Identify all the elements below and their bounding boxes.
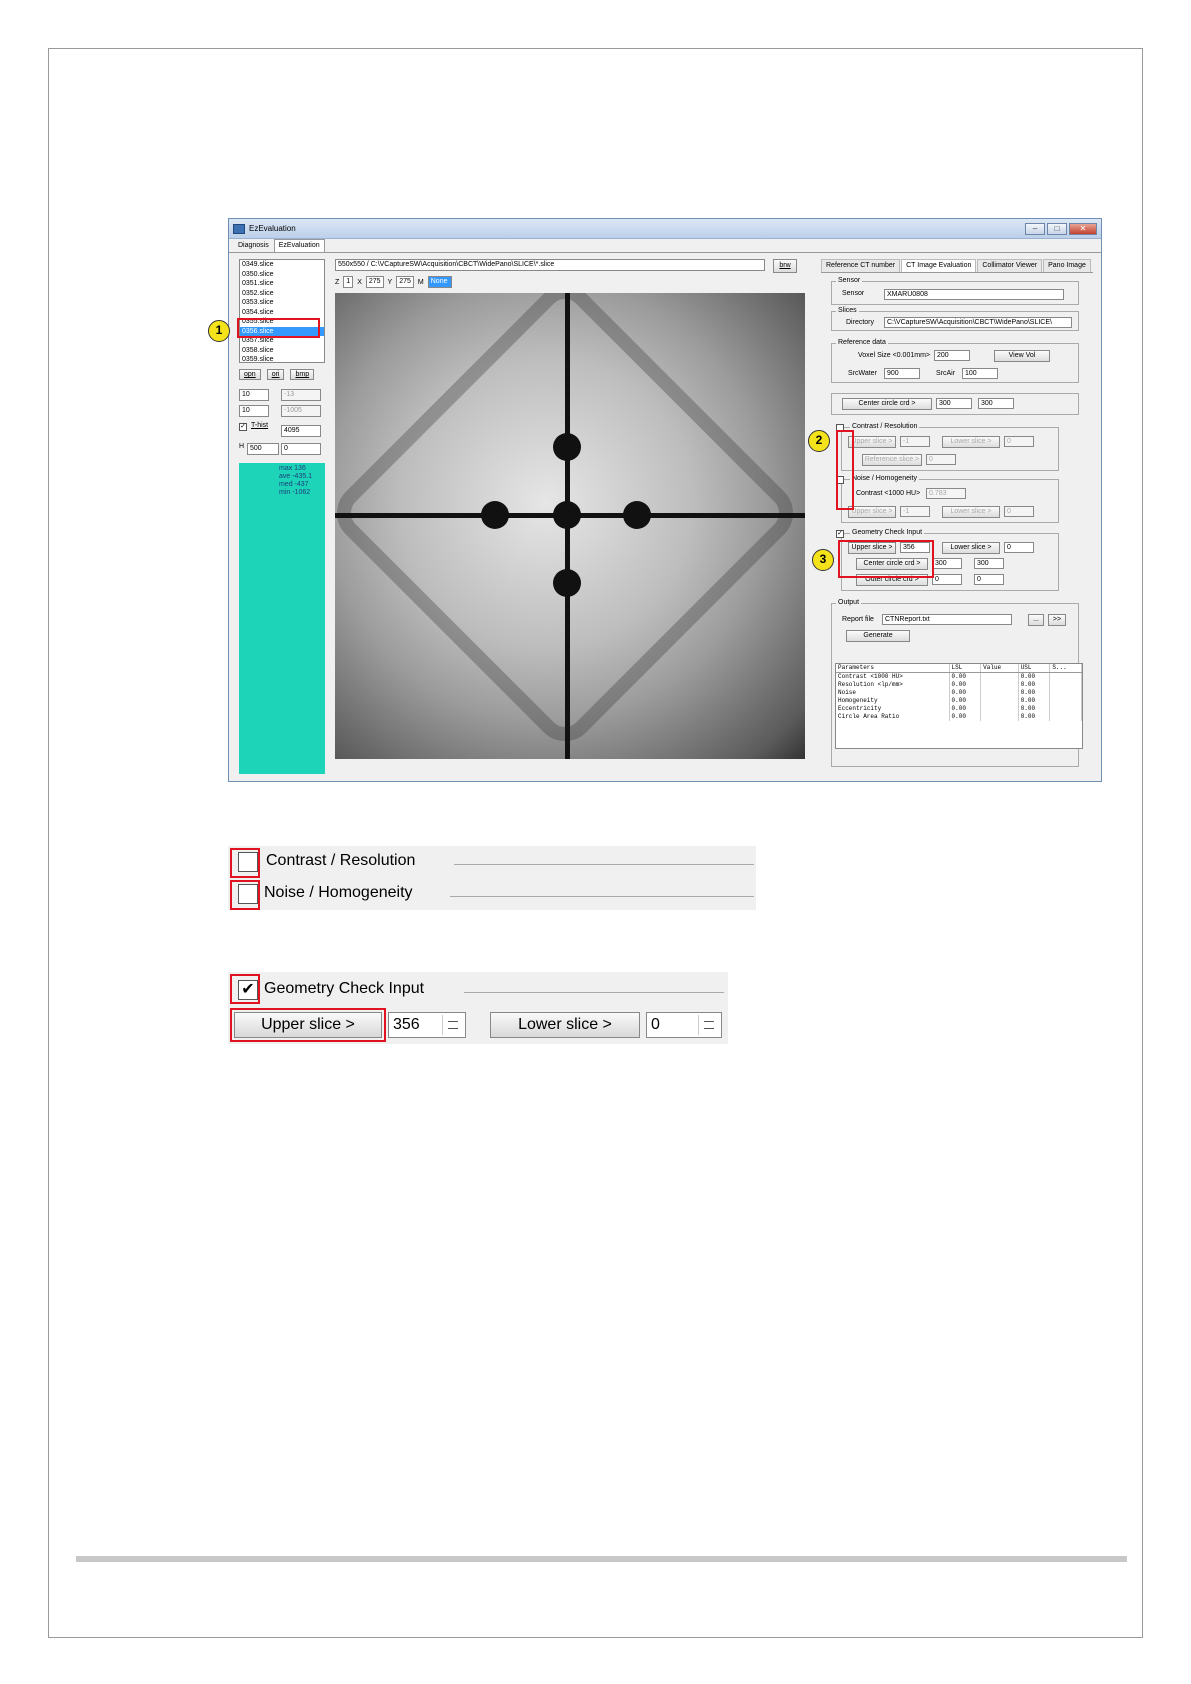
highlight-box-upper-zoom xyxy=(230,1008,386,1042)
x-label: X xyxy=(357,278,362,286)
window-spin-2b: -1005 xyxy=(281,405,321,417)
output-group-title: Output xyxy=(838,599,860,606)
thist-checkbox[interactable]: ✓ xyxy=(240,423,246,430)
geo-lower-slice-field[interactable]: 0 xyxy=(1004,542,1034,553)
geo-lower-slice-button[interactable]: Lower slice > xyxy=(942,542,1000,554)
group-divider xyxy=(454,864,754,865)
voxel-label: Voxel Size <0.001mm> xyxy=(858,352,930,359)
lower-slice-button-disabled[interactable]: Lower slice > xyxy=(942,436,1000,448)
z-label: Z xyxy=(335,278,340,286)
browse-button[interactable]: brw xyxy=(773,259,797,273)
highlight-box-1 xyxy=(237,318,320,338)
h2-spin[interactable]: 0 xyxy=(281,443,321,455)
list-item[interactable]: 0350.slice xyxy=(242,270,274,278)
bmp-button[interactable]: bmp xyxy=(290,369,314,380)
highlight-box-geometry-zoom xyxy=(230,974,260,1004)
col-usl: USL xyxy=(1018,664,1050,673)
noise-homogeneity-group xyxy=(841,475,1059,523)
col-parameters: Parameters xyxy=(836,664,949,673)
noise-lower-slice-button[interactable]: Lower slice > xyxy=(942,506,1000,518)
y-spin[interactable]: 275 xyxy=(396,276,414,288)
voxel-field[interactable]: 200 xyxy=(934,350,970,361)
stat-max: max 136 xyxy=(279,465,306,472)
highlight-box-2 xyxy=(836,430,854,510)
col-lsl: LSL xyxy=(949,664,981,673)
marker-dot xyxy=(553,433,581,461)
upper-slice-button-zoom[interactable]: Upper slice > xyxy=(234,1012,382,1038)
list-item[interactable]: 0353.slice xyxy=(242,299,274,306)
reference-slice-button[interactable]: Reference slice > xyxy=(862,454,922,466)
stat-min: min -1062 xyxy=(279,489,311,496)
reference-group-title: Reference data xyxy=(838,339,886,346)
src-water-field[interactable]: 900 xyxy=(884,368,920,379)
app-icon xyxy=(233,224,245,234)
geo-center-x-field[interactable]: 300 xyxy=(932,558,962,569)
geo-center-y-field[interactable]: 300 xyxy=(974,558,1004,569)
stat-med: med -437 xyxy=(279,481,309,488)
outer-y-field[interactable]: 0 xyxy=(974,574,1004,585)
geometry-checkbox-zoom[interactable]: ✔ xyxy=(238,980,258,1000)
tab-collimator-viewer[interactable]: Collimator Viewer xyxy=(977,259,1042,272)
src-air-label: SrcAir xyxy=(936,370,956,377)
upper-slice-button-disabled[interactable]: Upper slice > xyxy=(848,436,896,448)
table-row: Resolution <lp/mm> 0.00 0.00 xyxy=(836,681,1082,689)
table-row: Contrast <1000 HU> 0.00 0.00 xyxy=(836,673,1082,682)
contrast-resolution-group xyxy=(841,423,1059,471)
h-spin[interactable]: 500 xyxy=(247,443,279,455)
list-item[interactable]: 0359.slice xyxy=(242,356,274,363)
report-file-label: Report file xyxy=(842,616,874,623)
geometry-checkbox[interactable]: ✓ xyxy=(837,530,843,537)
upper-slice-field-zoom[interactable]: 356 xyxy=(388,1012,466,1038)
close-button[interactable]: ✕ xyxy=(1069,223,1097,235)
center-circle-button[interactable]: Center circle crd > xyxy=(842,398,932,410)
x-spin[interactable]: 275 xyxy=(366,276,384,288)
noise-upper-slice-button[interactable]: Upper slice > xyxy=(848,506,896,518)
output-table xyxy=(835,663,1083,749)
col-value: Value xyxy=(981,664,1019,673)
src-air-field[interactable]: 100 xyxy=(962,368,998,379)
window-spin-2[interactable]: 10 xyxy=(239,405,269,417)
thist-label: T-hist xyxy=(251,422,269,429)
list-item[interactable]: 0349.slice xyxy=(242,261,274,268)
list-item[interactable]: 0354.slice xyxy=(242,308,274,316)
ct-slice-image[interactable] xyxy=(335,293,805,759)
slices-group-title: Slices xyxy=(838,307,857,314)
view-vol-button[interactable]: View Vol xyxy=(994,350,1050,362)
geometry-group-title: Geometry Check Input xyxy=(852,529,923,536)
m-select[interactable]: None xyxy=(428,276,452,288)
sensor-group-title: Sensor xyxy=(838,277,861,284)
lower-slice-field-zoom[interactable]: 0 xyxy=(646,1012,722,1038)
slices-group xyxy=(831,307,1079,331)
geometry-label-zoom: Geometry Check Input xyxy=(264,980,425,997)
contrast-hu-field: 0.783 xyxy=(926,488,966,499)
highlight-box-noise-zoom xyxy=(230,880,260,910)
reference-slice-field[interactable]: 0 xyxy=(926,454,956,465)
ori-button[interactable]: ori xyxy=(267,369,285,380)
ezevaluation-window xyxy=(228,218,1102,782)
h-label: H xyxy=(239,443,245,450)
table-row: Circle Area Ratio 0.00 0.00 xyxy=(836,713,1082,721)
center-y-field[interactable]: 300 xyxy=(978,398,1014,409)
callout-badge-2: 2 xyxy=(808,430,830,452)
outer-circle-button[interactable]: Outer circle crd > xyxy=(856,574,928,586)
reference-data-group xyxy=(831,339,1079,383)
center-x-field[interactable]: 300 xyxy=(936,398,972,409)
right-panel xyxy=(821,259,1093,775)
minimize-button[interactable]: – xyxy=(1025,223,1045,235)
list-item[interactable]: 0355.slice xyxy=(242,318,274,325)
center-group xyxy=(831,393,1079,415)
geo-upper-slice-field[interactable]: 356 xyxy=(900,542,930,553)
contrast-label-zoom: Contrast / Resolution xyxy=(266,852,416,869)
lower-slice-spinner-icon[interactable] xyxy=(698,1015,720,1035)
lower-slice-field-disabled[interactable]: 0 xyxy=(1004,436,1034,447)
col-s: S... xyxy=(1050,664,1082,673)
window-spin-1[interactable]: 10 xyxy=(239,389,269,401)
list-item[interactable]: 0351.slice xyxy=(242,280,274,287)
window-spin-1b: -13 xyxy=(281,389,321,401)
coord-row xyxy=(335,276,452,288)
tab-ezevaluation[interactable]: EzEvaluation xyxy=(274,239,325,252)
tab-pano-image[interactable]: Pano Image xyxy=(1043,259,1091,272)
slice-path-select[interactable]: 550x550 / C:\VCaptureSW\Acquisition\CBCT\WidePano\SLICE\*.slice xyxy=(335,259,765,271)
footer-divider xyxy=(76,1556,1127,1562)
geo-center-circle-button[interactable]: Center circle crd > xyxy=(856,558,928,570)
maximize-button[interactable]: □ xyxy=(1047,223,1067,235)
window-title: EzEvaluation xyxy=(249,224,296,233)
zoom-contrast-noise xyxy=(228,846,756,910)
list-item[interactable]: 0357.slice xyxy=(242,337,274,344)
table-row: Homogeneity 0.00 0.00 xyxy=(836,697,1082,705)
src-water-label: SrcWater xyxy=(848,370,877,377)
noise-label-zoom: Noise / Homogeneity xyxy=(264,884,413,901)
sensor-label: Sensor xyxy=(842,290,865,297)
marker-dot xyxy=(553,501,581,529)
geo-upper-slice-button[interactable]: Upper slice > xyxy=(848,542,896,554)
upper-slice-spinner-icon[interactable] xyxy=(442,1015,464,1035)
group-divider xyxy=(464,992,724,993)
contrast-group-title: Contrast / Resolution xyxy=(852,423,918,430)
lower-slice-button-zoom[interactable]: Lower slice > xyxy=(490,1012,640,1038)
z-spin[interactable]: 1 xyxy=(343,276,353,288)
highlight-box-contrast-zoom xyxy=(230,848,260,878)
tab-diagnosis[interactable]: Diagnosis xyxy=(238,242,269,249)
directory-label: Directory xyxy=(846,319,875,326)
report-file-field[interactable]: CTNReport.txt xyxy=(882,614,1012,625)
noise-upper-slice-field[interactable]: -1 xyxy=(900,506,930,517)
m-label: M xyxy=(417,278,424,286)
table-row: Noise 0.00 0.00 xyxy=(836,689,1082,697)
marker-dot xyxy=(481,501,509,529)
outer-x-field[interactable]: 0 xyxy=(932,574,962,585)
marker-dot xyxy=(553,569,581,597)
tab-reference-ct[interactable]: Reference CT number xyxy=(821,259,900,272)
sensor-group xyxy=(831,277,1079,305)
main-tabs xyxy=(229,239,1101,253)
slice-list[interactable] xyxy=(239,259,325,363)
open-button[interactable]: opn xyxy=(239,369,261,380)
tab-ct-image-evaluation[interactable]: CT Image Evaluation xyxy=(901,259,976,272)
title-bar xyxy=(229,219,1101,239)
contrast-hu-label: Contrast <1000 HU> xyxy=(856,490,921,497)
highlight-box-3 xyxy=(838,540,934,578)
list-item-selected[interactable]: 0356.slice xyxy=(240,327,324,337)
stat-ave: ave -435.1 xyxy=(279,473,313,480)
more-button[interactable]: >> xyxy=(1048,614,1066,626)
list-item[interactable]: 0358.slice xyxy=(242,346,274,354)
noise-group-title: Noise / Homogeneity xyxy=(852,475,917,482)
callout-badge-1: 1 xyxy=(208,320,230,342)
thist-spin[interactable]: 4095 xyxy=(281,425,321,437)
callout-badge-3: 3 xyxy=(812,549,834,571)
marker-dot xyxy=(623,501,651,529)
sensor-select[interactable]: XMARU0808 xyxy=(884,289,1064,300)
y-label: Y xyxy=(387,278,393,286)
upper-slice-field-disabled[interactable]: -1 xyxy=(900,436,930,447)
noise-lower-slice-field[interactable]: 0 xyxy=(1004,506,1034,517)
directory-field[interactable]: C:\VCaptureSW\Acquisition\CBCT\WidePano\SLICE\ xyxy=(884,317,1072,328)
group-divider xyxy=(450,896,754,897)
generate-button[interactable]: Generate xyxy=(846,630,910,642)
report-browse-button[interactable]: ... xyxy=(1028,614,1044,626)
histogram-panel xyxy=(239,463,325,774)
list-item[interactable]: 0352.slice xyxy=(242,289,274,297)
table-row: Eccentricity 0.00 0.00 xyxy=(836,705,1082,713)
